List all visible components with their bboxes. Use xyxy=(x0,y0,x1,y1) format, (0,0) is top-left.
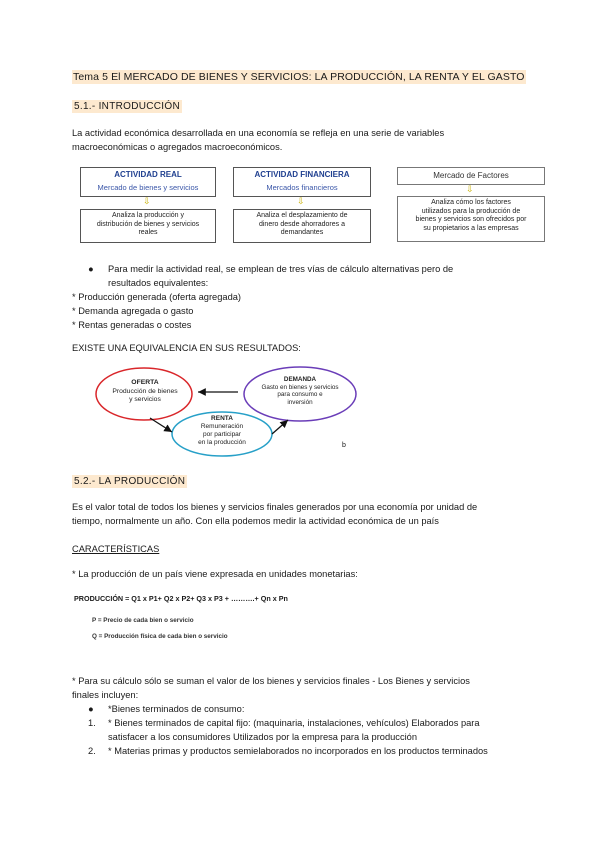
factores-desc-line-2: utilizados para la producción de xyxy=(421,207,521,215)
arrow-renta-demanda xyxy=(272,420,288,434)
section-heading-produccion: 5.2.- LA PRODUCCIÓN xyxy=(74,476,186,487)
title-rest: El MERCADO DE BIENES Y SERVICIOS: LA PRODUCCIÓN, LA RENTA Y EL GASTO xyxy=(108,71,525,83)
demanda-title: DEMANDA xyxy=(283,376,317,383)
actividad-financiera-title: ACTIVIDAD FINANCIERA xyxy=(254,170,350,179)
list-item xyxy=(72,262,528,290)
list-number: 1. xyxy=(88,718,96,728)
list-item: * Demanda agregada o gasto xyxy=(72,306,194,316)
bienes-finales-list xyxy=(72,702,528,758)
real-desc-line-3: reales xyxy=(138,229,158,236)
oferta-line-2: y servicios xyxy=(129,396,161,403)
oferta-line-1: Producción de bienes xyxy=(112,387,178,395)
definition-line-2: tiempo, normalmente un año. Con ella podemos medir la actividad económica de un país xyxy=(72,516,439,526)
capital-line-1: * Bienes terminados de capital fijo: (maquinaria, instalaciones, vehículos) Elaborados para xyxy=(108,718,480,728)
produccion-formula: PRODUCCIÓN = Q1 x P1+ Q2 x P2+ Q3 x P3 + ……….+ Qn x Pn xyxy=(74,594,288,603)
medir-line-2: resultados equivalentes: xyxy=(108,278,209,288)
oferta-label xyxy=(100,379,190,405)
down-arrow-icon: ⇩ xyxy=(466,184,474,194)
list-item xyxy=(72,744,528,758)
down-arrow-icon: ⇩ xyxy=(297,196,305,206)
bullet-dot-icon: ● xyxy=(88,704,94,714)
consumo-text: *Bienes terminados de consumo: xyxy=(108,704,245,714)
actividad-financiera-group xyxy=(233,167,371,243)
bienes-finales-line-1: * Para su cálculo sólo se suman el valor de los bienes y servicios finales - Los Bienes y servicios xyxy=(72,676,470,686)
section-heading-introduccion: 5.1.- INTRODUCCIÓN xyxy=(74,101,180,112)
financiera-desc-line-1: Analiza el desplazamiento de xyxy=(256,212,348,219)
intro-line-1: La actividad económica desarrollada en una economía se refleja en una serie de variables xyxy=(72,128,445,138)
actividad-real-box xyxy=(80,167,216,197)
list-item: * Producción generada (oferta agregada) xyxy=(72,292,242,302)
list-number: 2. xyxy=(88,746,96,756)
page-title xyxy=(72,70,526,84)
bienes-finales-line-2: finales incluyen: xyxy=(72,690,139,700)
mercado-factores-desc xyxy=(397,196,545,242)
real-desc-line-1: Analiza la producción y xyxy=(112,212,184,219)
actividad-real-subtitle: Mercado de bienes y servicios xyxy=(97,183,199,192)
equivalence-heading: EXISTE UNA EQUIVALENCIA EN SUS RESULTADOS: xyxy=(72,343,301,353)
caracteristicas-heading: CARACTERÍSTICAS xyxy=(72,544,160,554)
mercado-factores-box xyxy=(397,167,545,185)
mercado-factores-group xyxy=(397,167,545,243)
list-item xyxy=(72,702,528,716)
renta-line-2: por participar xyxy=(203,431,241,438)
factores-desc-line-1: Analiza cómo los factores xyxy=(431,199,511,206)
actividad-financiera-box xyxy=(233,167,371,197)
actividad-financiera-subtitle: Mercados financieros xyxy=(266,183,338,192)
demanda-label xyxy=(250,376,350,406)
title-prefix: Tema 5 xyxy=(73,71,109,83)
definition-line-1: Es el valor total de todos los bienes y servicios finales generados por una economía por unidad de xyxy=(72,502,478,512)
point-bienes-finales xyxy=(72,674,528,702)
definition-paragraph xyxy=(72,500,528,528)
renta-line-1: Remuneración xyxy=(200,423,244,430)
capital-line-2: satisfacer a los consumidores Utilizados por la empresa para la producción xyxy=(108,732,418,742)
factores-desc-line-3: bienes y servicios son ofrecidos por xyxy=(415,216,527,223)
renta-label xyxy=(182,415,262,447)
point-unidades-monetarias: * La producción de un país viene expresada en unidades monetarias: xyxy=(72,569,358,579)
arrow-oferta-renta xyxy=(150,418,172,432)
legend-produccion-fisica: Q = Producción física de cada bien o servicio xyxy=(92,633,228,640)
demanda-line-1: Gasto en bienes y servicios xyxy=(261,383,339,391)
down-arrow-icon: ⇩ xyxy=(143,196,151,206)
list-item xyxy=(72,716,528,744)
actividad-financiera-desc xyxy=(233,209,371,243)
legend-precio: P = Precio de cada bien o servicio xyxy=(92,617,194,624)
actividad-real-title: ACTIVIDAD REAL xyxy=(114,170,182,179)
intro-paragraph xyxy=(72,126,528,154)
mercado-factores-title: Mercado de Factores xyxy=(433,171,509,180)
intro-line-2: macroeconómicas o agregados macroeconómicos. xyxy=(72,142,283,152)
materias-line-1: * Materias primas y productos semielaborados no incorporados en los productos terminados xyxy=(108,746,488,756)
factores-desc-line-4: su propietarios a las empresas xyxy=(423,224,519,232)
oferta-title: OFERTA xyxy=(131,379,159,386)
medir-actividad-list xyxy=(72,262,528,332)
diagram-footnote: b xyxy=(342,442,346,449)
demanda-line-2: para consumo e xyxy=(277,391,323,398)
renta-line-3: en la producción xyxy=(198,439,246,446)
financiera-desc-line-3: demandantes xyxy=(280,229,324,236)
bullet-dot-icon: ● xyxy=(88,264,94,274)
renta-title: RENTA xyxy=(211,415,233,422)
list-item: * Rentas generadas o costes xyxy=(72,320,192,330)
financiera-desc-line-2: dinero desde ahorradores a xyxy=(258,220,345,228)
actividad-real-desc xyxy=(80,209,216,243)
demanda-line-3: inversión xyxy=(287,398,313,406)
real-desc-line-2: distribución de bienes y servicios xyxy=(96,220,200,228)
actividad-real-group xyxy=(80,167,216,243)
medir-line-1: Para medir la actividad real, se emplean de tres vías de cálculo alternativas pero de xyxy=(108,264,454,274)
